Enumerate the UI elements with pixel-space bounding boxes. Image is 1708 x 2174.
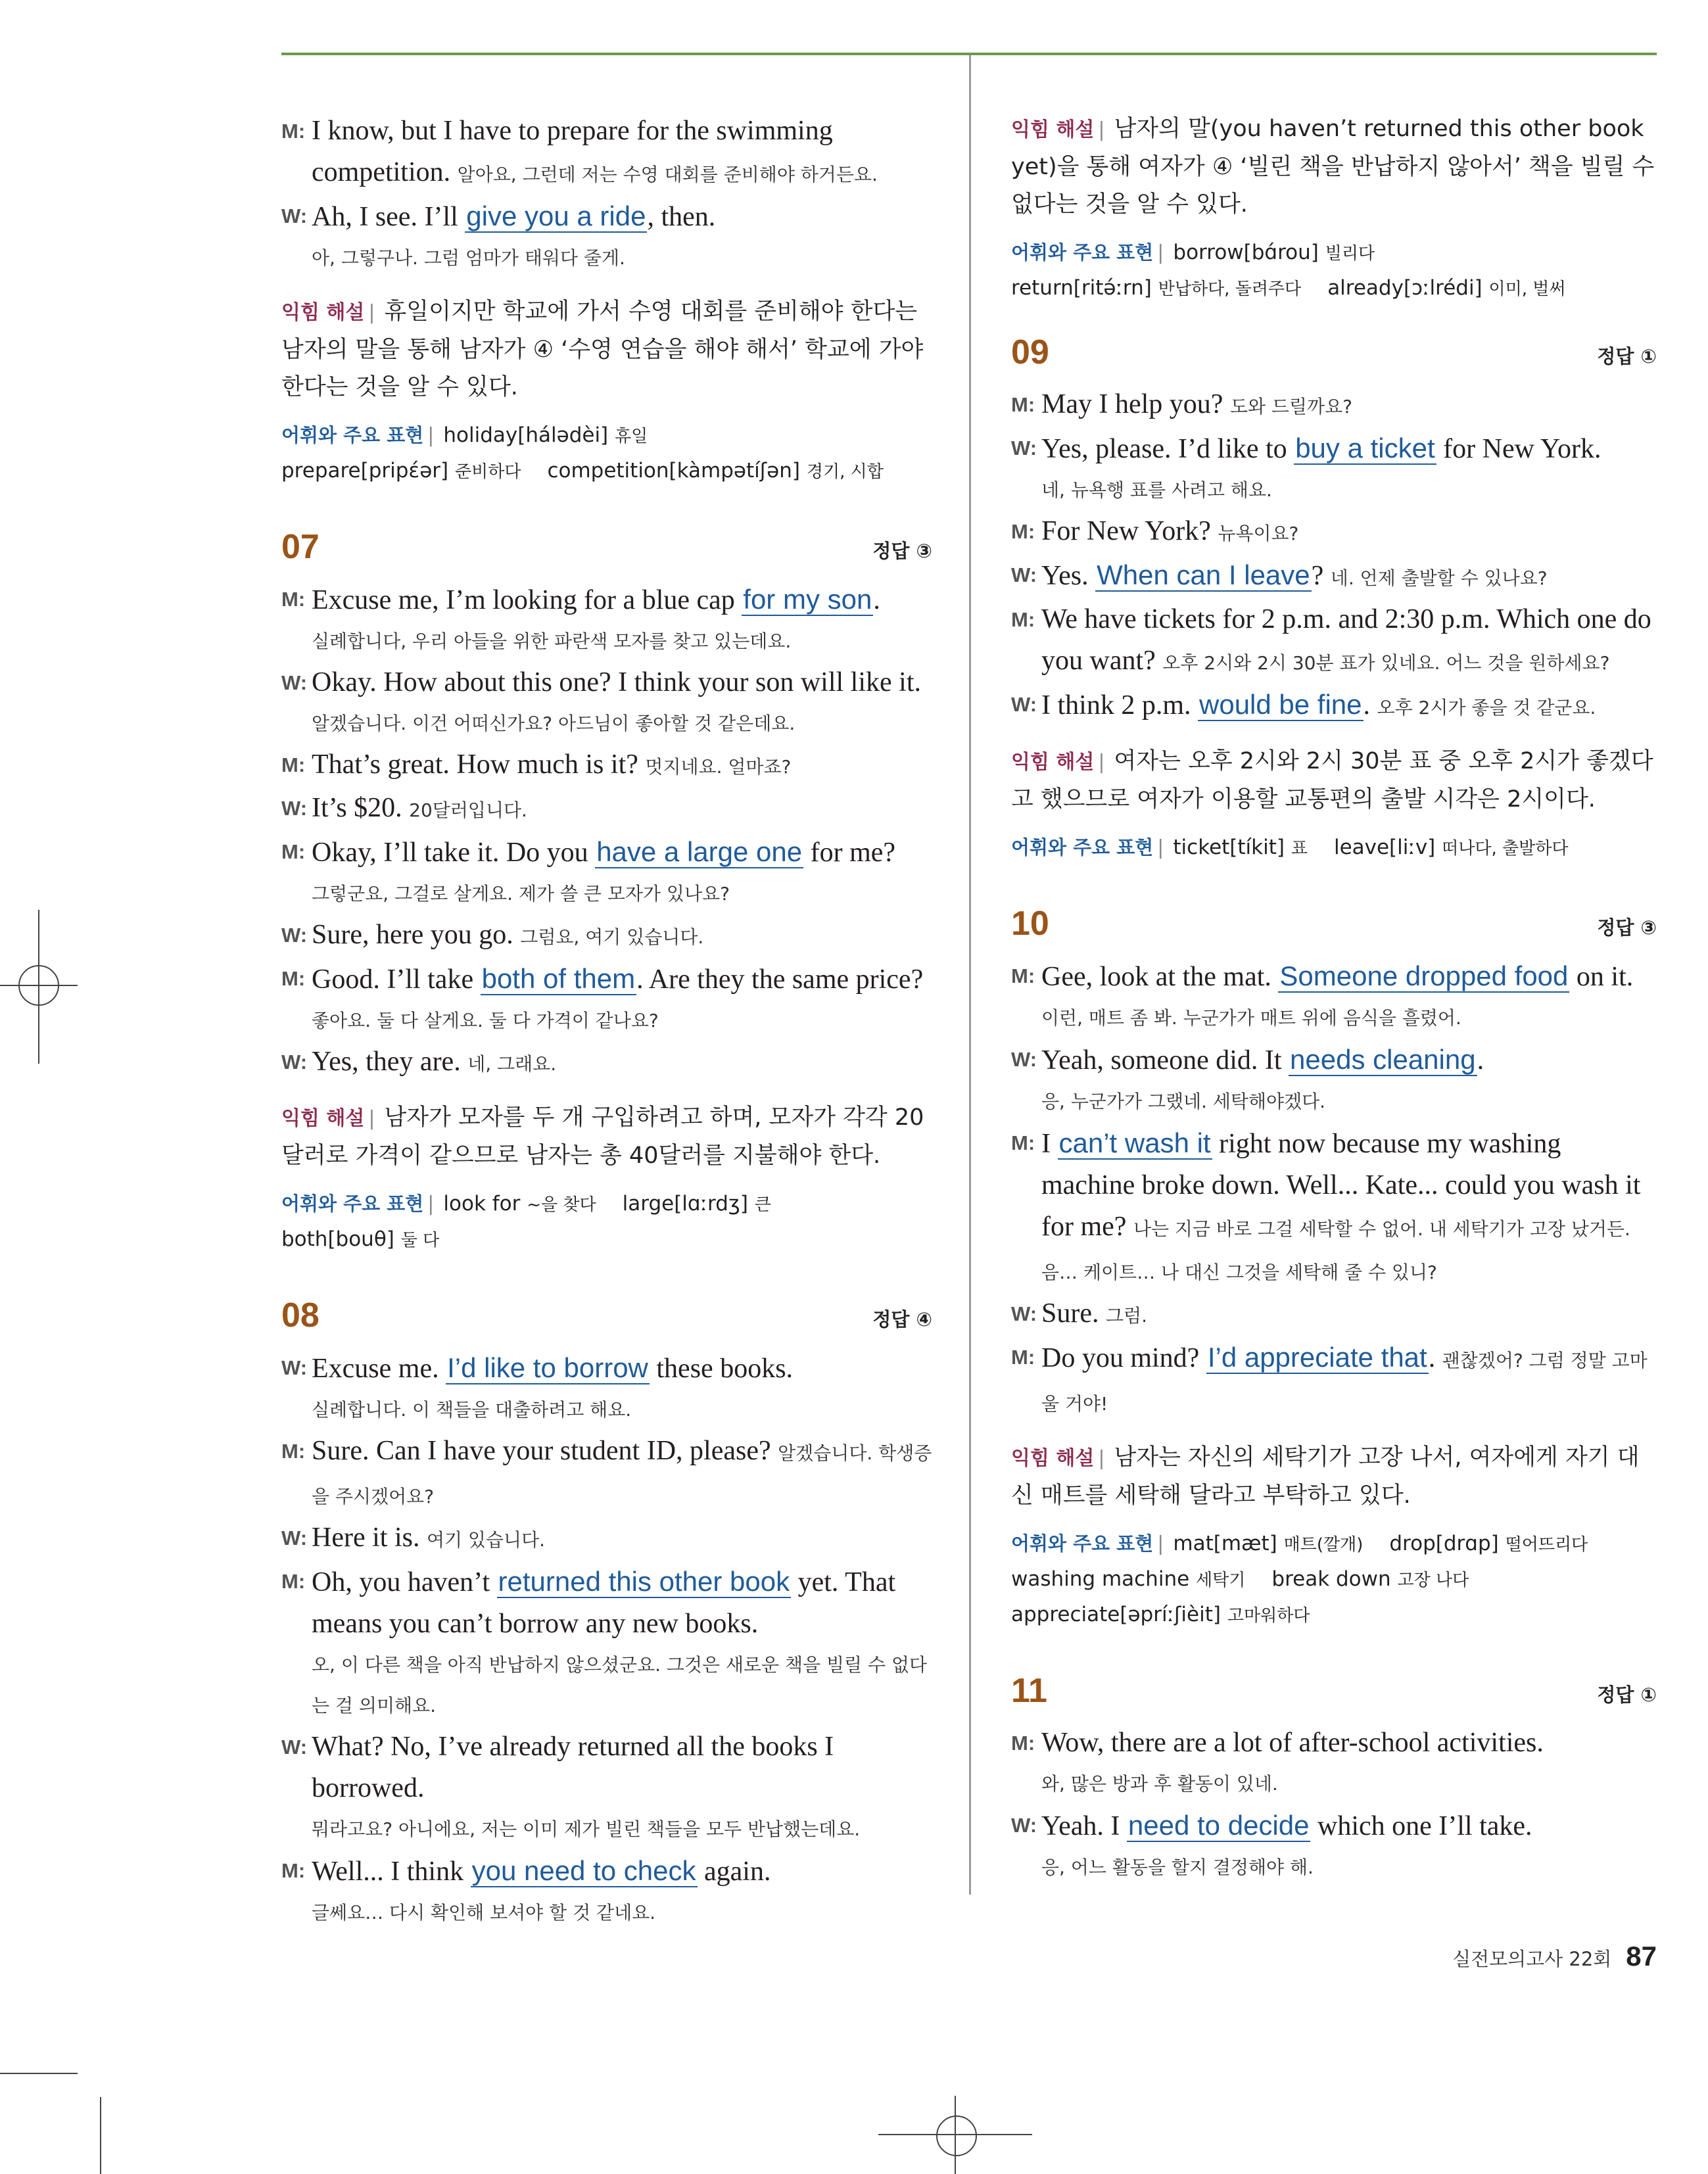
explanation-label: 익힘 해설 [281, 1107, 365, 1130]
vocab-meaning: 준비하다 [454, 462, 521, 482]
explanation [1011, 110, 1657, 224]
korean-translation: 나는 지금 바로 그걸 세탁할 수 없어. 내 세탁기가 고장 났거든. 음… 케이트… 나 대신 그것을 세탁해 줄 수 있니? [1041, 1218, 1630, 1283]
vocab-item [1334, 836, 1569, 859]
speaker-label: M: [281, 120, 306, 143]
registration-mark-left-circle [18, 965, 59, 1006]
korean-translation: 네, 그래요. [467, 1053, 557, 1075]
speaker-label: W: [281, 924, 308, 947]
key-expression: returned this other book [498, 1566, 790, 1597]
vocab-meaning: 둘 다 [400, 1231, 440, 1250]
crop-mark-bottom-left-h [0, 2073, 78, 2074]
dialog-text: . [873, 585, 880, 615]
key-expression: buy a ticket [1295, 433, 1435, 463]
dialog-text: Yes. [1041, 561, 1096, 591]
vocab-meaning: 휴일 [615, 427, 648, 446]
korean-translation: 아, 그렇구나. 그럼 엄마가 태워다 줄게. [312, 247, 625, 269]
dialog-text: Yeah, someone did. It [1041, 1045, 1289, 1075]
dialog-line [281, 788, 932, 831]
explanation [1011, 743, 1657, 818]
left-column [281, 110, 932, 1933]
vocab-term: holiday[hálədèi] [443, 423, 609, 447]
vocabulary-label: 어휘와 주요 표현 [281, 424, 424, 446]
speaker-label: M: [1011, 608, 1035, 631]
key-expression: needs cleaning [1290, 1044, 1476, 1075]
vocabulary-label: 어휘와 주요 표현 [1011, 1532, 1154, 1555]
key-expression: would be fine [1199, 689, 1362, 720]
korean-translation: 오후 2시가 좋을 것 같군요. [1377, 697, 1596, 719]
vocab-term: competition[kàmpətíʃən] [547, 459, 800, 483]
dialog-text: . [1428, 1343, 1436, 1373]
dialog-text: ? [1311, 561, 1324, 591]
dialog-line [1011, 384, 1657, 427]
vocab-meaning: 큰 [754, 1195, 771, 1215]
vocabulary [281, 1187, 932, 1258]
vocabulary [1011, 830, 1657, 866]
speaker-label: M: [281, 840, 306, 863]
dialog-text: . [1363, 690, 1371, 721]
korean-translation: 오후 2시와 2시 30분 표가 있네요. 어느 것을 원하세요? [1162, 652, 1610, 674]
dialog-line [281, 1041, 932, 1085]
vocab-item [1011, 1603, 1310, 1626]
answer-badge: 정답 ③ [872, 540, 932, 562]
dialog-line [1011, 599, 1657, 684]
vocab-item [1173, 836, 1308, 859]
korean-translation: 와, 많은 방과 후 활동이 있네. [1041, 1773, 1278, 1795]
vocab-term: prepare[pripɛ́ər] [281, 459, 449, 483]
dialog-line [281, 1517, 932, 1561]
dialog-text: Okay. How about this one? I think your son will like it. [312, 667, 921, 697]
dialog-text: Do you mind? [1041, 1343, 1206, 1373]
dialog-text: Here it is. [312, 1523, 420, 1553]
speaker-label: W: [1011, 693, 1037, 716]
korean-translation: 알아요, 그런데 저는 수영 대회를 준비해야 하거든요. [457, 164, 878, 185]
dialog-text: Yes, please. I’d like to [1041, 434, 1294, 464]
question-11 [1011, 1671, 1657, 1888]
question-08-explanation [1011, 110, 1657, 306]
footer-title: 실전모의고사 22회 [1452, 1948, 1612, 1970]
key-expression: can’t wash it [1058, 1127, 1211, 1158]
speaker-label: W: [281, 671, 308, 694]
dialog-line [281, 1347, 932, 1390]
dialog-line [1011, 1336, 1657, 1425]
speaker-label: W: [281, 1736, 308, 1759]
korean-translation: 뭐라고요? 아니에요, 저는 이미 제가 빌린 책들을 모두 반납했는데요. [312, 1818, 861, 1840]
dialog-line [1011, 1805, 1657, 1847]
speaker-label: W: [281, 797, 308, 820]
vocabulary [1011, 235, 1657, 306]
explanation-text: 여자는 오후 2시와 2시 30분 표 중 오후 2시가 좋겠다고 했으므로 여자가 이용할 교통편의 출발 시각은 2시이다. [1011, 748, 1653, 813]
question-number: 11 [1011, 1672, 1047, 1710]
answer-badge: 정답 ① [1597, 1684, 1657, 1706]
dialog-text: May I help you? [1041, 389, 1223, 419]
korean-translation: 여기 있습니다. [426, 1529, 546, 1551]
key-expression: for my son [743, 584, 872, 615]
korean-translation: 네. 언제 출발할 수 있나요? [1330, 567, 1548, 589]
vocabulary [281, 418, 932, 489]
speaker-label: M: [281, 1859, 306, 1882]
dialog-text: on it. [1569, 962, 1634, 992]
dialog-line [1011, 1293, 1657, 1336]
vocab-meaning: 떠나다, 출발하다 [1442, 839, 1569, 859]
dialog-line [281, 1726, 932, 1809]
question-header [1011, 904, 1657, 955]
speaker-label: W: [1011, 1814, 1037, 1837]
dialog-text: I [1041, 1129, 1058, 1159]
key-expression: When can I leave [1097, 559, 1310, 590]
dialog-text: Wow, there are a lot of after-school activities. [1041, 1728, 1544, 1758]
key-expression: you need to check [471, 1855, 696, 1886]
korean-translation: 20달러입니다. [409, 799, 527, 821]
vocab-term: mat[mæt] [1173, 1532, 1277, 1555]
dialog-text: . [1477, 1045, 1484, 1075]
dialog-text: Okay, I’ll take it. Do you [312, 838, 596, 868]
speaker-label: M: [1011, 393, 1035, 416]
dialog-text: Sure. Can I have your student ID, please? [312, 1436, 771, 1466]
vocab-meaning: ~을 찾다 [527, 1195, 596, 1215]
korean-translation: 네, 뉴욕행 표를 사려고 해요. [1041, 479, 1272, 501]
korean-translation: 글쎄요… 다시 확인해 보셔야 할 것 같네요. [312, 1902, 656, 1924]
key-expression: have a large one [596, 836, 803, 867]
vocab-term: return[ritə́ːrn] [1011, 276, 1152, 300]
speaker-label: M: [281, 1440, 306, 1463]
vocab-meaning: 매트(깔개) [1283, 1535, 1364, 1555]
dialog-text: yet. That means you can’t borrow any new books. [312, 1567, 896, 1639]
dialog-text: That’s great. How much is it? [312, 749, 638, 780]
speaker-label: W: [281, 1526, 308, 1549]
question-header [1011, 333, 1657, 384]
speaker-label: W: [281, 204, 308, 227]
vocabulary-label: 어휘와 주요 표현 [281, 1193, 424, 1215]
vocab-item [281, 459, 521, 483]
speaker-label: M: [1011, 1131, 1035, 1154]
dialog-text: We have tickets for 2 p.m. and 2:30 p.m. Which one do you want? [1041, 604, 1651, 676]
speaker-label: M: [281, 753, 306, 776]
korean-translation: 응, 누군가가 그랬네. 세탁해야겠다. [1041, 1091, 1326, 1112]
dialog-line [1011, 955, 1657, 998]
q06-dialog-continued [281, 110, 932, 279]
dialog-line [281, 831, 932, 874]
dialog-line [281, 1850, 932, 1893]
question-number: 08 [281, 1296, 320, 1335]
key-expression: give you a ride [466, 201, 646, 231]
vocab-term: borrow[bɑ́rou] [1173, 241, 1319, 264]
key-expression: need to decide [1127, 1810, 1310, 1841]
dialog-line [281, 744, 932, 788]
speaker-label: W: [1011, 437, 1037, 460]
vocab-item [1327, 276, 1565, 300]
dialog-line [1011, 1039, 1657, 1081]
question-08 [281, 1296, 932, 1933]
dialog-text: I think 2 p.m. [1041, 690, 1198, 721]
answer-badge: 정답 ③ [1597, 916, 1657, 939]
q06-vocabulary [281, 418, 932, 489]
vocab-item [1011, 1567, 1245, 1591]
korean-translation: 이런, 매트 좀 봐. 누군가가 매트 위에 음식을 흘렸어. [1041, 1007, 1461, 1029]
dialog-line [281, 958, 932, 1001]
dialog-line [281, 110, 932, 195]
korean-translation: 응, 어느 활동을 할지 결정해야 해. [1041, 1856, 1314, 1878]
vocab-item [281, 1227, 439, 1251]
korean-translation: 그렇군요, 그걸로 살게요. 제가 쓸 큰 모자가 있나요? [312, 883, 730, 905]
page-footer [1452, 1941, 1657, 1972]
dialog-line [1011, 1122, 1657, 1293]
korean-translation: 알겠습니다. 학생증을 주시겠어요? [312, 1442, 932, 1507]
explanation [1011, 1439, 1657, 1515]
question-header [1011, 1671, 1657, 1722]
dialog-text: Excuse me. [312, 1354, 446, 1384]
question-number: 07 [281, 528, 320, 566]
dialog-text: Oh, you haven’t [312, 1567, 497, 1597]
question-07 [281, 527, 932, 1258]
separator: | [1157, 1532, 1164, 1555]
dialog-line [281, 914, 932, 958]
vocab-meaning: 세탁기 [1196, 1571, 1246, 1590]
key-expression: I’d like to borrow [447, 1352, 648, 1383]
separator: | [368, 1107, 375, 1130]
speaker-label: M: [1011, 964, 1035, 987]
dialog-text: which one I’ll take. [1310, 1811, 1532, 1841]
speaker-label: W: [1011, 1048, 1037, 1071]
vocab-item [623, 1192, 771, 1216]
vocab-item [547, 459, 883, 483]
question-header [281, 527, 932, 579]
explanation [281, 293, 932, 406]
vocab-item [1271, 1567, 1469, 1591]
explanation-label: 익힘 해설 [1011, 751, 1095, 774]
dialog-line [281, 1561, 932, 1645]
separator: | [427, 1193, 435, 1216]
separator: | [1098, 751, 1105, 774]
dialog-line [281, 1430, 932, 1517]
page-number: 87 [1626, 1941, 1657, 1972]
vocab-meaning: 반납하다, 돌려주다 [1158, 279, 1302, 299]
dialog-text: again. [697, 1856, 771, 1887]
speaker-label: W: [1011, 1302, 1037, 1325]
dialog-line [1011, 427, 1657, 470]
dialog-line [281, 662, 932, 703]
dialog-text: Yeah. I [1041, 1811, 1127, 1841]
speaker-label: M: [1011, 1346, 1035, 1369]
dialog-text: for me? [803, 838, 896, 868]
vocab-item [1173, 1532, 1363, 1555]
separator: | [1098, 1447, 1105, 1470]
key-expression: both of them [481, 963, 636, 994]
vocab-term: already[ɔːlrédi] [1327, 276, 1483, 300]
dialog-text: Yes, they are. [312, 1047, 461, 1077]
vocab-term: drop[drɑp] [1389, 1532, 1499, 1555]
korean-translation: 오, 이 다른 책을 아직 반납하지 않으셨군요. 그것은 새로운 책을 빌릴 수 없다는 걸 의미해요. [312, 1654, 928, 1716]
vocab-meaning: 경기, 시합 [806, 462, 884, 482]
dialog-text: Sure. [1041, 1298, 1099, 1329]
vocabulary-label: 어휘와 주요 표현 [1011, 241, 1154, 264]
explanation-text: 남자의 말(you haven’t returned this other book yet)을 통해 여자가 ④ ‘빌린 책을 반납하지 않아서’ 책을 빌릴 수 없다는 것을 알 수 있다. [1011, 116, 1655, 218]
dialog-text: For New York? [1041, 516, 1211, 546]
korean-translation: 도와 드릴까요? [1229, 396, 1352, 417]
answer-badge: 정답 ④ [872, 1308, 932, 1331]
explanation-text: 남자가 모자를 두 개 구입하려고 하며, 모자가 각각 20달러로 가격이 같으므로 남자는 총 40달러를 지불해야 한다. [281, 1104, 924, 1169]
right-column [1011, 110, 1657, 1888]
separator: | [1098, 118, 1105, 141]
speaker-label: W: [1011, 563, 1037, 586]
korean-translation: 실례합니다, 우리 아들을 위한 파란색 모자를 찾고 있는데요. [312, 630, 792, 652]
explanation-text: 남자는 자신의 세탁기가 고장 나서, 여자에게 자기 대신 매트를 세탁해 달라고 부탁하고 있다. [1011, 1444, 1640, 1509]
separator: | [368, 301, 375, 324]
vocab-item [1173, 241, 1375, 264]
dialog-line [1011, 1722, 1657, 1764]
explanation [281, 1099, 932, 1175]
answer-badge: 정답 ① [1597, 345, 1657, 367]
speaker-label: M: [281, 1570, 306, 1593]
vocab-meaning: 표 [1291, 839, 1308, 859]
korean-translation: 멋지네요. 얼마죠? [645, 756, 792, 778]
explanation-label: 익힘 해설 [1011, 118, 1095, 141]
speaker-label: W: [281, 1051, 308, 1074]
explanation-label: 익힘 해설 [1011, 1447, 1095, 1470]
question-10 [1011, 904, 1657, 1633]
vocab-meaning: 이미, 벌써 [1488, 279, 1566, 299]
explanation-label: 익힘 해설 [281, 301, 365, 324]
korean-translation: 괜찮겠어? 그럼 정말 고마울 거야! [1041, 1350, 1648, 1415]
dialog-line [281, 579, 932, 621]
vocab-item [1011, 276, 1301, 300]
dialog-text: these books. [649, 1354, 794, 1384]
dialog-text: for New York. [1436, 434, 1601, 464]
vocab-term: appreciate[əpríːʃièit] [1011, 1603, 1221, 1626]
dialog-line [1011, 554, 1657, 599]
separator: | [1157, 836, 1164, 859]
dialog-text: Well... I think [312, 1856, 471, 1887]
question-number: 10 [1011, 905, 1049, 943]
dialog-line [1011, 684, 1657, 728]
question-header [281, 1296, 932, 1347]
vocab-term: leave[liːv] [1333, 836, 1436, 859]
dialog-text: Sure, here you go. [312, 920, 513, 950]
korean-translation: 실례합니다. 이 책들을 대출하려고 해요. [312, 1399, 632, 1421]
dialog-text: Ah, I see. I’ll [312, 202, 465, 232]
dialog-text: right now because my washing machine broke down. Well... Kate... could you wash it for me? [1041, 1129, 1641, 1242]
korean-translation: 좋아요. 둘 다 살게요. 둘 다 가격이 같나요? [312, 1010, 659, 1031]
speaker-label: M: [281, 967, 306, 990]
vocab-term: look for [443, 1192, 521, 1216]
vocab-term: break down [1271, 1567, 1391, 1591]
speaker-label: W: [281, 1356, 308, 1379]
column-divider [969, 55, 971, 1895]
key-expression: Someone dropped food [1279, 960, 1569, 991]
dialog-text: , then. [647, 202, 716, 232]
q06-explanation [281, 293, 932, 406]
vocab-term: large[lɑːrdʒ] [622, 1192, 748, 1216]
dialog-text: Gee, look at the mat. [1041, 962, 1279, 992]
vocab-meaning: 떨어뜨리다 [1505, 1535, 1588, 1555]
vocab-meaning: 빌리다 [1325, 244, 1375, 264]
dialog-line [1011, 511, 1657, 554]
question-09 [1011, 333, 1657, 866]
crop-mark-bottom-left-v [100, 2097, 101, 2174]
korean-translation: 뉴욕이요? [1218, 523, 1299, 544]
dialog-text: Excuse me, I’m looking for a blue cap [312, 585, 742, 615]
dialog-text: . Are they the same price? [636, 964, 924, 995]
separator: | [1157, 241, 1164, 264]
vocab-term: both[bouθ] [281, 1227, 394, 1251]
dialog-text: What? No, I’ve already returned all the books I borrowed. [312, 1732, 834, 1803]
dialog-text: It’s $20. [312, 793, 402, 823]
vocab-meaning: 고장 나다 [1397, 1571, 1469, 1590]
separator: | [427, 424, 435, 447]
key-expression: I’d appreciate that [1207, 1342, 1427, 1373]
speaker-label: M: [1011, 520, 1035, 543]
speaker-label: M: [281, 588, 306, 611]
vocab-term: ticket[tíkit] [1173, 836, 1285, 859]
explanation-text: 휴일이지만 학교에 가서 수영 대회를 준비해야 한다는 남자의 말을 통해 남자가 ④ ‘수영 연습을 해야 해서’ 학교에 가야 한다는 것을 알 수 있다. [281, 298, 924, 400]
dialog-line [281, 195, 932, 238]
vocab-meaning: 고마워하다 [1227, 1606, 1310, 1626]
vocabulary-label: 어휘와 주요 표현 [1011, 836, 1154, 859]
vocab-item [1389, 1532, 1588, 1555]
registration-mark-bottom-circle [936, 2115, 977, 2156]
question-number: 09 [1011, 333, 1049, 371]
korean-translation: 그럼. [1106, 1305, 1147, 1327]
dialog-text: I know, but I have to prepare for the swimming competition. [312, 116, 833, 187]
vocab-item [443, 423, 648, 447]
vocabulary [1011, 1526, 1657, 1633]
speaker-label: M: [1011, 1732, 1035, 1755]
korean-translation: 알겠습니다. 이건 어떠신가요? 아드님이 좋아할 것 같은데요. [312, 713, 795, 734]
vocab-term: washing machine [1011, 1567, 1190, 1591]
korean-translation: 그럼요, 여기 있습니다. [520, 926, 704, 948]
dialog-text: Good. I’ll take [312, 964, 481, 995]
vocab-item [443, 1192, 596, 1216]
